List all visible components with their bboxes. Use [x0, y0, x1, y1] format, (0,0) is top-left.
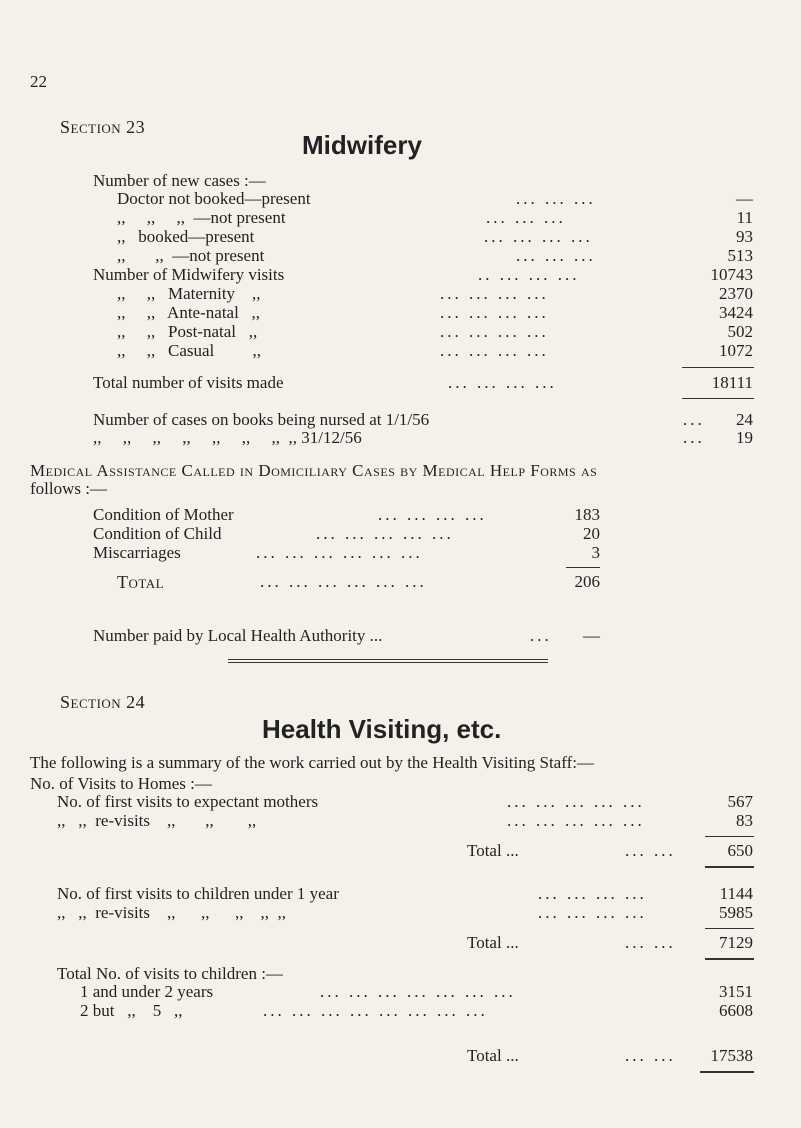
total-visits-value: 18111	[711, 373, 753, 392]
row-value: 3424	[719, 303, 753, 322]
row-label: ,, ,, Post-natal ,,	[117, 322, 258, 341]
ma-total-rule	[566, 567, 600, 568]
row-label: ,, booked—present	[117, 227, 255, 246]
total1-rule-bottom	[705, 866, 754, 868]
total3-dots: ... ...	[625, 1046, 676, 1065]
mothers-row-label: No. of first visits to expectant mothers	[57, 792, 319, 811]
row-value: 502	[727, 322, 753, 341]
row-label: Number of Midwifery visits	[93, 265, 285, 284]
children-row-value: 5985	[719, 903, 753, 922]
ma-row-label: Condition of Child	[93, 524, 222, 543]
page-number: 22	[30, 72, 47, 91]
total2-rule-bottom	[705, 958, 754, 960]
books-row-label: ,, ,, ,, ,, ,, ,, ,, ,, 31/12/56	[93, 428, 362, 447]
mothers-row-label: ,, ,, re-visits ,, ,, ,,	[57, 811, 257, 830]
books-row-dots: ...	[683, 428, 705, 447]
total1-dots: ... ...	[625, 841, 676, 860]
mothers-row-dots: ... ... ... ... ...	[507, 792, 645, 811]
total3-rule-bottom	[700, 1071, 754, 1073]
row-dots: ... ... ...	[486, 208, 566, 227]
children-row-label: No. of first visits to children under 1 year	[57, 884, 339, 903]
mothers-row-dots: ... ... ... ... ...	[507, 811, 645, 830]
row-label: ,, ,, ,, —not present	[117, 208, 286, 227]
total-rule-top	[682, 367, 754, 368]
books-row-value: 24	[736, 410, 753, 429]
age-row-value: 6608	[719, 1001, 753, 1020]
total2-label: Total ...	[467, 933, 519, 952]
row-dots: ... ... ... ...	[484, 227, 593, 246]
homes-label: No. of Visits to Homes :—	[30, 774, 212, 793]
row-label: ,, ,, Casual ,,	[117, 341, 262, 360]
total-children-label: Total No. of visits to children :—	[57, 964, 283, 983]
age-row-value: 3151	[719, 982, 753, 1001]
age-row-label: 1 and under 2 years	[80, 982, 214, 1001]
row-label: Doctor not booked—present	[117, 189, 311, 208]
row-label: ,, ,, Ante-natal ,,	[117, 303, 261, 322]
row-label: ,, ,, Maternity ,,	[117, 284, 261, 303]
total1-label: Total ...	[467, 841, 519, 860]
total3-value: 17538	[710, 1046, 753, 1065]
ma-total-value: 206	[574, 572, 600, 591]
row-value: 513	[727, 246, 753, 265]
health-visiting-title: Health Visiting, etc.	[262, 714, 502, 744]
children-row-label: ,, ,, re-visits ,, ,, ,, ,, ,,	[57, 903, 287, 922]
ma-row-value: 183	[574, 505, 600, 524]
total1-value: 650	[727, 841, 753, 860]
age-row-label: 2 but ,, 5 ,,	[80, 1001, 183, 1020]
row-value: 93	[736, 227, 753, 246]
medical-assistance-follows: follows :—	[30, 479, 107, 498]
paid-label: Number paid by Local Health Authority ...	[93, 626, 383, 645]
medical-assistance-heading: Medical Assistance Called in Domiciliary Cases by Medical Help Forms as	[30, 461, 598, 480]
ma-row-dots: ... ... ... ...	[378, 505, 487, 524]
ma-row-label: Miscarriages	[93, 543, 181, 562]
total-visits-dots: ... ... ... ...	[448, 373, 557, 392]
total-visits-label: Total number of visits made	[93, 373, 284, 392]
total2-rule-top	[705, 928, 754, 929]
row-value: 1072	[719, 341, 753, 360]
row-dots: ... ... ... ...	[440, 284, 549, 303]
books-row-value: 19	[736, 428, 753, 447]
row-value: 10743	[710, 265, 753, 284]
total-rule-bottom	[682, 398, 754, 399]
age-row-dots: ... ... ... ... ... ... ...	[320, 982, 516, 1001]
row-value: 2370	[719, 284, 753, 303]
row-dots: ... ... ...	[516, 246, 596, 265]
intro-text: The following is a summary of the work carried out by the Health Visiting Staff:—	[30, 753, 594, 772]
row-label: ,, ,, —not present	[117, 246, 265, 265]
paid-value: —	[583, 626, 600, 645]
row-dots: ... ... ... ...	[440, 303, 549, 322]
ma-row-label: Condition of Mother	[93, 505, 234, 524]
mothers-row-value: 567	[727, 792, 753, 811]
total2-dots: ... ...	[625, 933, 676, 952]
total2-value: 7129	[719, 933, 753, 952]
paid-dots: ...	[530, 626, 552, 645]
age-row-dots: ... ... ... ... ... ... ... ...	[263, 1001, 488, 1020]
ma-total-label: Total	[117, 572, 165, 592]
row-dots: ... ... ... ...	[440, 341, 549, 360]
section-24-heading: Section 24	[60, 692, 146, 712]
midwifery-title: Midwifery	[302, 130, 422, 160]
row-dots: .. ... ... ...	[478, 265, 580, 284]
row-value: 11	[736, 208, 753, 227]
children-row-dots: ... ... ... ...	[538, 884, 647, 903]
row-dots: ... ... ... ...	[440, 322, 549, 341]
total1-rule-top	[705, 836, 754, 837]
ma-total-dots: ... ... ... ... ... ...	[260, 572, 427, 591]
books-row-label: Number of cases on books being nursed at 1/1/56	[93, 410, 430, 429]
ma-row-dots: ... ... ... ... ...	[316, 524, 454, 543]
section-23-heading: Section 23	[60, 117, 146, 137]
ma-row-value: 3	[591, 543, 600, 562]
ma-row-value: 20	[583, 524, 600, 543]
total3-label: Total ...	[467, 1046, 519, 1065]
ma-row-dots: ... ... ... ... ... ...	[256, 543, 423, 562]
children-row-dots: ... ... ... ...	[538, 903, 647, 922]
row-value: —	[736, 189, 753, 208]
row-dots: ... ... ...	[516, 189, 596, 208]
children-row-value: 1144	[719, 884, 753, 903]
mothers-row-value: 83	[736, 811, 753, 830]
books-row-dots: ...	[683, 410, 705, 429]
new-cases-label: Number of new cases :—	[93, 171, 266, 190]
